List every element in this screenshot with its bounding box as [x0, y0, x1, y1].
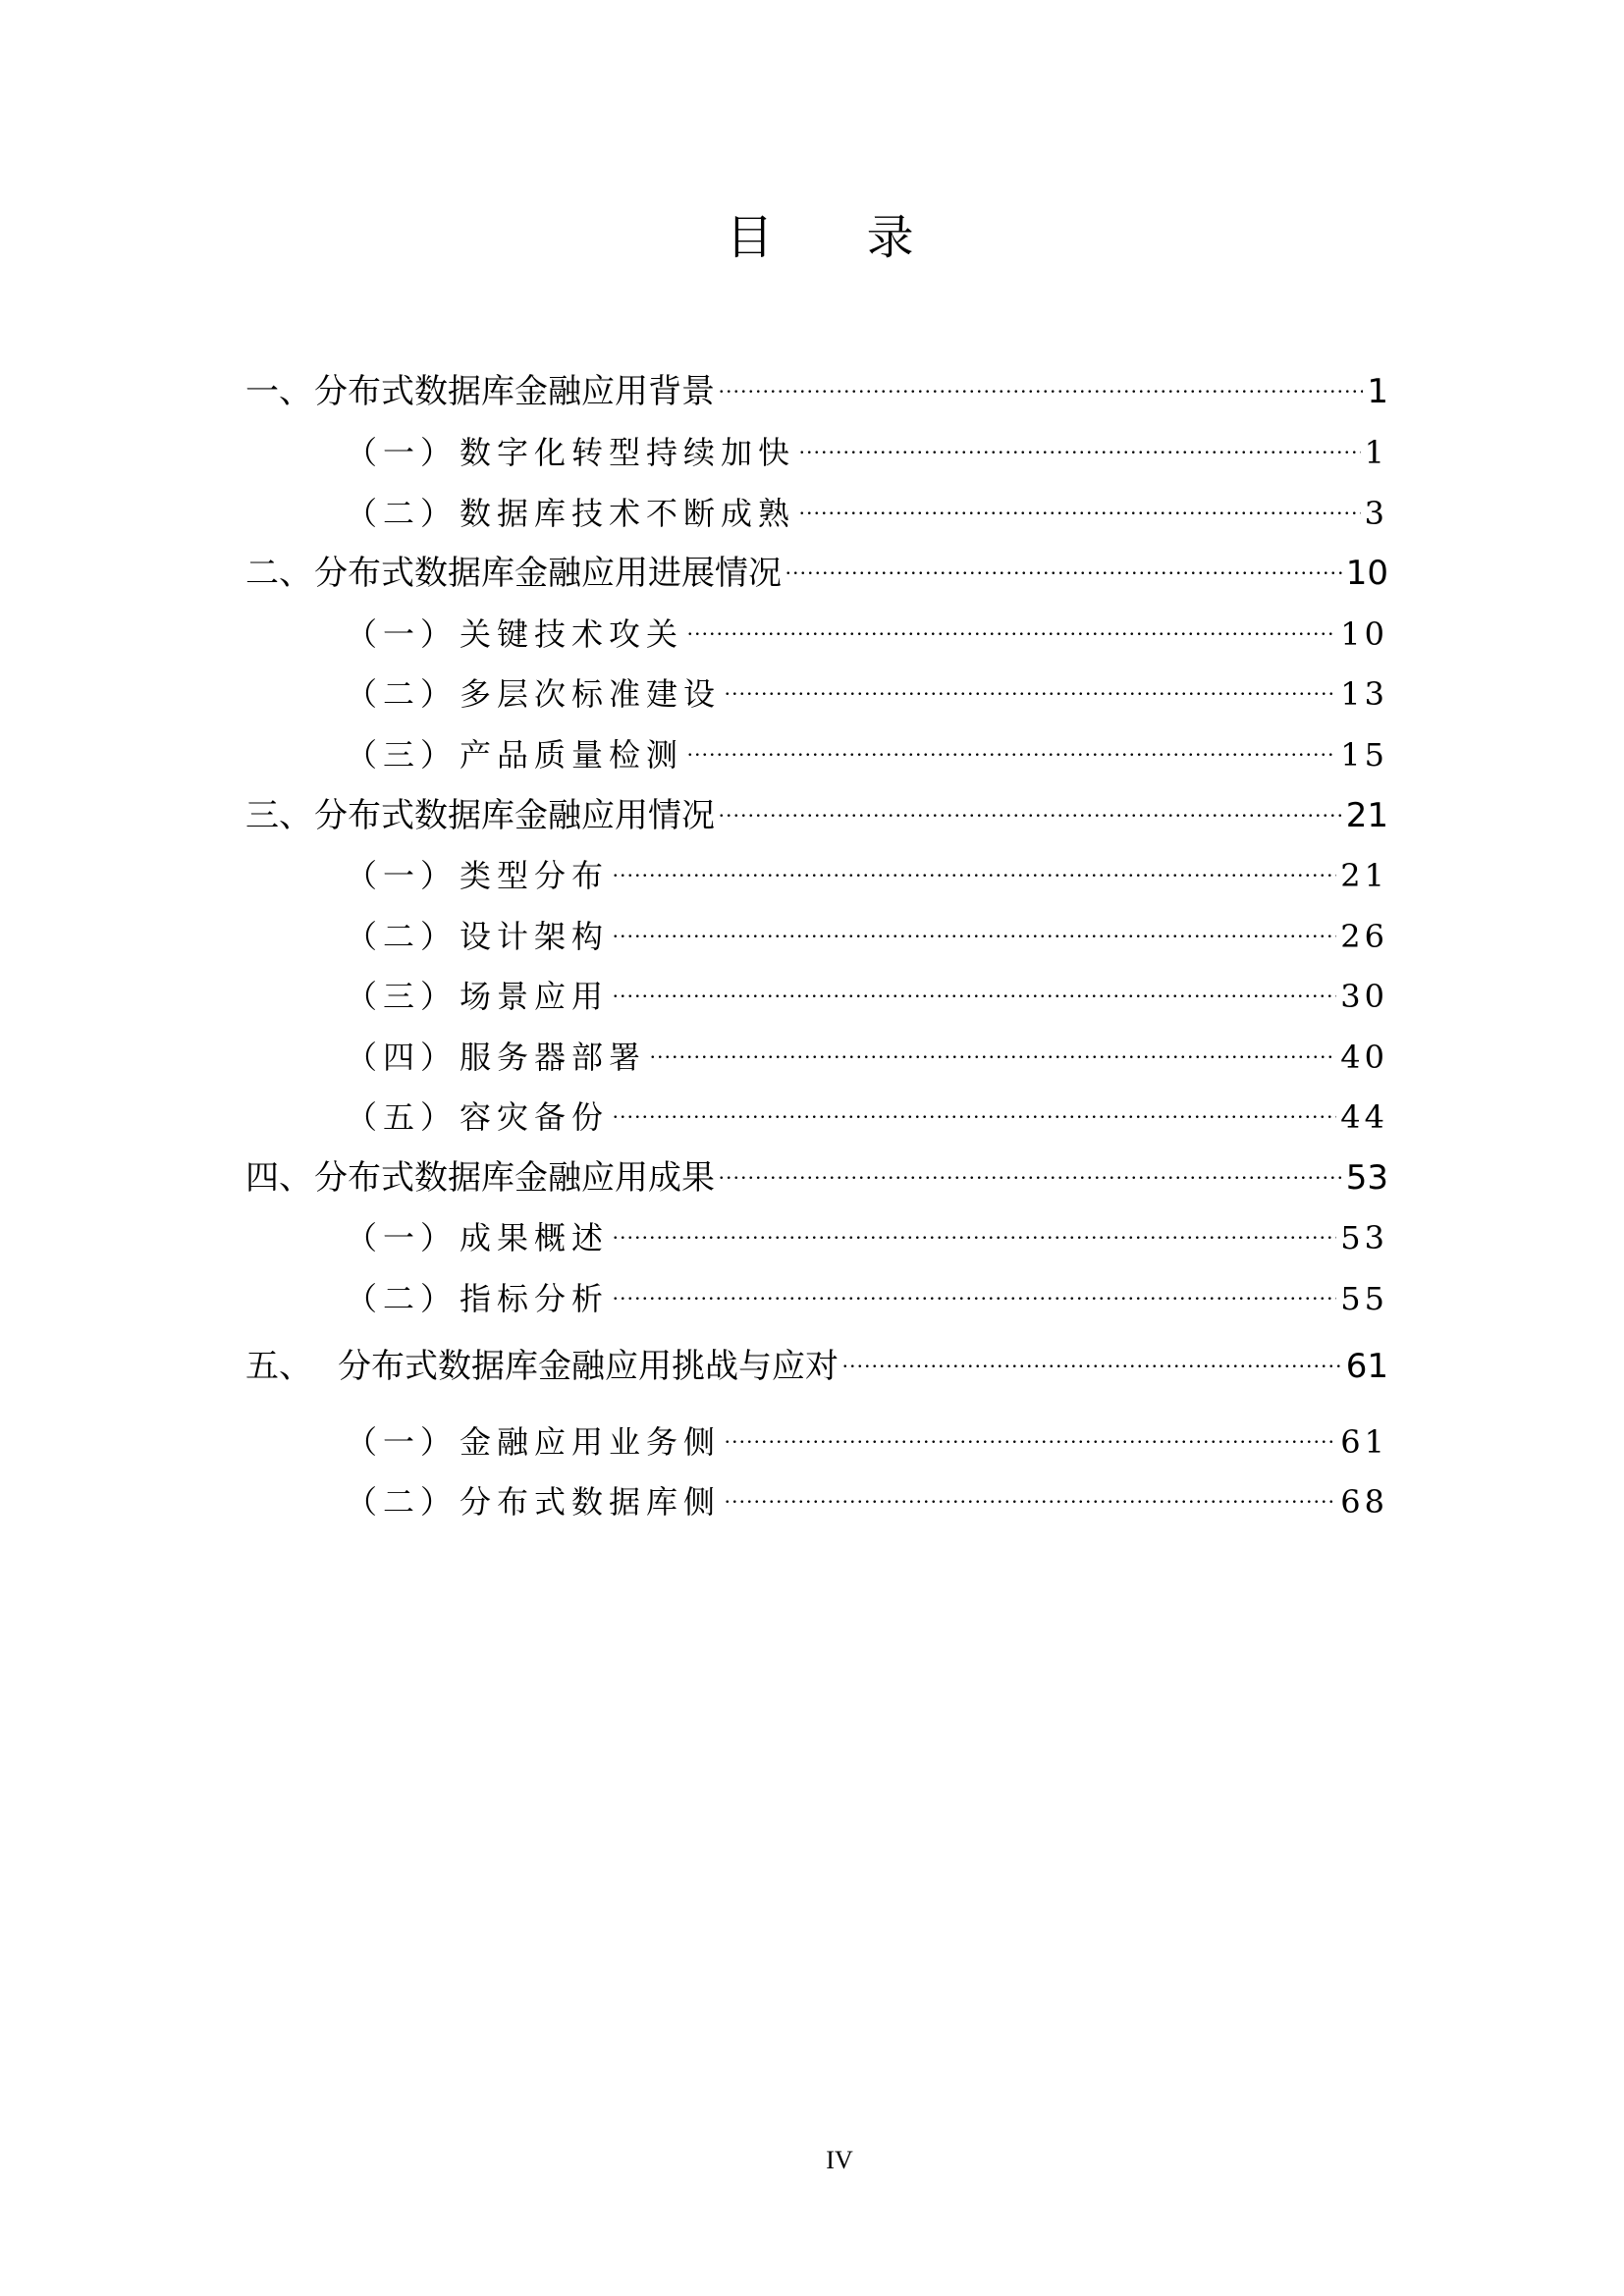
- toc-number: （一）: [346, 615, 459, 653]
- toc-page-number: 30: [1340, 978, 1388, 1015]
- page-number-footer: IV: [826, 2146, 853, 2174]
- toc-page-number: 40: [1340, 1039, 1388, 1076]
- toc-entry-section[interactable]: [346, 1469, 1388, 1521]
- dot-leader: [799, 481, 1361, 524]
- toc-entry-chapter-3[interactable]: [245, 783, 1388, 835]
- dot-leader: [613, 1266, 1336, 1309]
- toc-page-number: 10: [1340, 615, 1388, 653]
- toc-number: 三、: [245, 796, 312, 835]
- toc-number: 五、: [245, 1347, 312, 1386]
- toc-number: 一、: [245, 372, 312, 411]
- toc-page-number: 15: [1340, 736, 1388, 774]
- toc-label: 分布式数据库金融应用背景: [314, 372, 715, 411]
- dot-leader: [725, 662, 1336, 705]
- toc-entry-chapter-2[interactable]: [245, 541, 1388, 593]
- toc-page-number: 68: [1340, 1483, 1388, 1521]
- toc-number: （二）: [346, 1483, 459, 1521]
- toc-label: 金融应用业务侧: [460, 1423, 722, 1461]
- toc-label: 类型分布: [460, 857, 610, 894]
- toc-label: 服务器部署: [460, 1039, 647, 1076]
- dot-leader: [613, 904, 1336, 947]
- toc-label: 多层次标准建设: [460, 675, 722, 713]
- page-title: 目 录: [726, 210, 953, 265]
- toc-number: （一）: [346, 1423, 459, 1461]
- toc-label: 关键技术攻关: [460, 615, 684, 653]
- toc-entry-section[interactable]: [346, 1085, 1388, 1136]
- toc-number: 四、: [245, 1158, 312, 1198]
- dot-leader: [613, 1205, 1336, 1249]
- toc-number: （二）: [346, 918, 459, 955]
- toc-number: （二）: [346, 495, 459, 532]
- toc-entry-chapter-5[interactable]: [245, 1334, 1388, 1386]
- toc-page-number: 53: [1340, 1219, 1388, 1256]
- toc-number: 二、: [245, 554, 312, 593]
- dot-leader: [842, 1334, 1342, 1377]
- toc-label: 设计架构: [460, 918, 610, 955]
- dot-leader: [650, 1025, 1336, 1068]
- dot-leader: [719, 1146, 1342, 1189]
- toc-label: 分布式数据库金融应用挑战与应对: [338, 1347, 839, 1386]
- toc-number: （二）: [346, 1280, 459, 1317]
- dot-leader: [799, 420, 1361, 463]
- toc-label: 分布式数据库金融应用进展情况: [314, 554, 782, 593]
- toc-label: 数据库技术不断成熟: [460, 495, 796, 532]
- toc-number: （二）: [346, 675, 459, 713]
- toc-page-number: 44: [1340, 1098, 1388, 1136]
- toc-label: 成果概述: [460, 1219, 610, 1256]
- toc-page-number: 21: [1345, 796, 1388, 835]
- dot-leader: [687, 602, 1336, 645]
- toc-entry-section[interactable]: [346, 843, 1388, 894]
- toc-number: （三）: [346, 736, 459, 774]
- toc-page-number: 1: [1364, 434, 1388, 471]
- toc-entry-section[interactable]: [346, 1410, 1388, 1461]
- toc-page-number: 1: [1367, 372, 1388, 411]
- toc-number: （四）: [346, 1039, 459, 1076]
- dot-leader: [719, 783, 1342, 827]
- dot-leader: [719, 359, 1363, 402]
- toc-entry-chapter-1[interactable]: [245, 359, 1388, 411]
- toc-label: 分布式数据库金融应用情况: [314, 796, 715, 835]
- toc-entry-section[interactable]: [346, 481, 1388, 532]
- toc-entry-section[interactable]: [346, 964, 1388, 1015]
- toc-number: （一）: [346, 1219, 459, 1256]
- toc-entry-section[interactable]: [346, 722, 1388, 774]
- toc-label: 数字化转型持续加快: [460, 434, 796, 471]
- toc-label: 产品质量检测: [460, 736, 684, 774]
- toc-page-number: 21: [1340, 857, 1388, 894]
- toc-number: （一）: [346, 434, 459, 471]
- dot-leader: [785, 541, 1342, 584]
- toc-entry-section[interactable]: [346, 420, 1388, 471]
- toc-page-number: 13: [1340, 675, 1388, 713]
- dot-leader: [687, 722, 1336, 766]
- toc-entry-chapter-4[interactable]: [245, 1146, 1388, 1198]
- toc-page-number: 61: [1340, 1423, 1388, 1461]
- toc-page-number: 10: [1345, 554, 1388, 593]
- dot-leader: [613, 843, 1336, 886]
- toc-entry-section[interactable]: [346, 602, 1388, 653]
- toc-number: （一）: [346, 857, 459, 894]
- toc-label: 容灾备份: [460, 1098, 610, 1136]
- toc-label: 指标分析: [460, 1280, 610, 1317]
- toc-label: 场景应用: [460, 978, 610, 1015]
- toc-page-number: 3: [1364, 495, 1388, 532]
- toc-label: 分布式数据库金融应用成果: [314, 1158, 715, 1198]
- toc-page-number: 55: [1340, 1280, 1388, 1317]
- dot-leader: [613, 964, 1336, 1007]
- dot-leader: [725, 1469, 1336, 1513]
- dot-leader: [613, 1085, 1336, 1128]
- toc-entry-section[interactable]: [346, 1025, 1388, 1076]
- toc-number: （三）: [346, 978, 459, 1015]
- toc-entry-section[interactable]: [346, 1266, 1388, 1317]
- toc-entry-section[interactable]: [346, 1205, 1388, 1256]
- toc-page-number: 26: [1340, 918, 1388, 955]
- toc-page-number: 61: [1345, 1347, 1388, 1386]
- toc-label: 分布式数据库侧: [460, 1483, 722, 1521]
- toc-page-number: 53: [1345, 1158, 1388, 1198]
- dot-leader: [725, 1410, 1336, 1453]
- toc-entry-section[interactable]: [346, 904, 1388, 955]
- toc-number: （五）: [346, 1098, 459, 1136]
- toc-entry-section[interactable]: [346, 662, 1388, 713]
